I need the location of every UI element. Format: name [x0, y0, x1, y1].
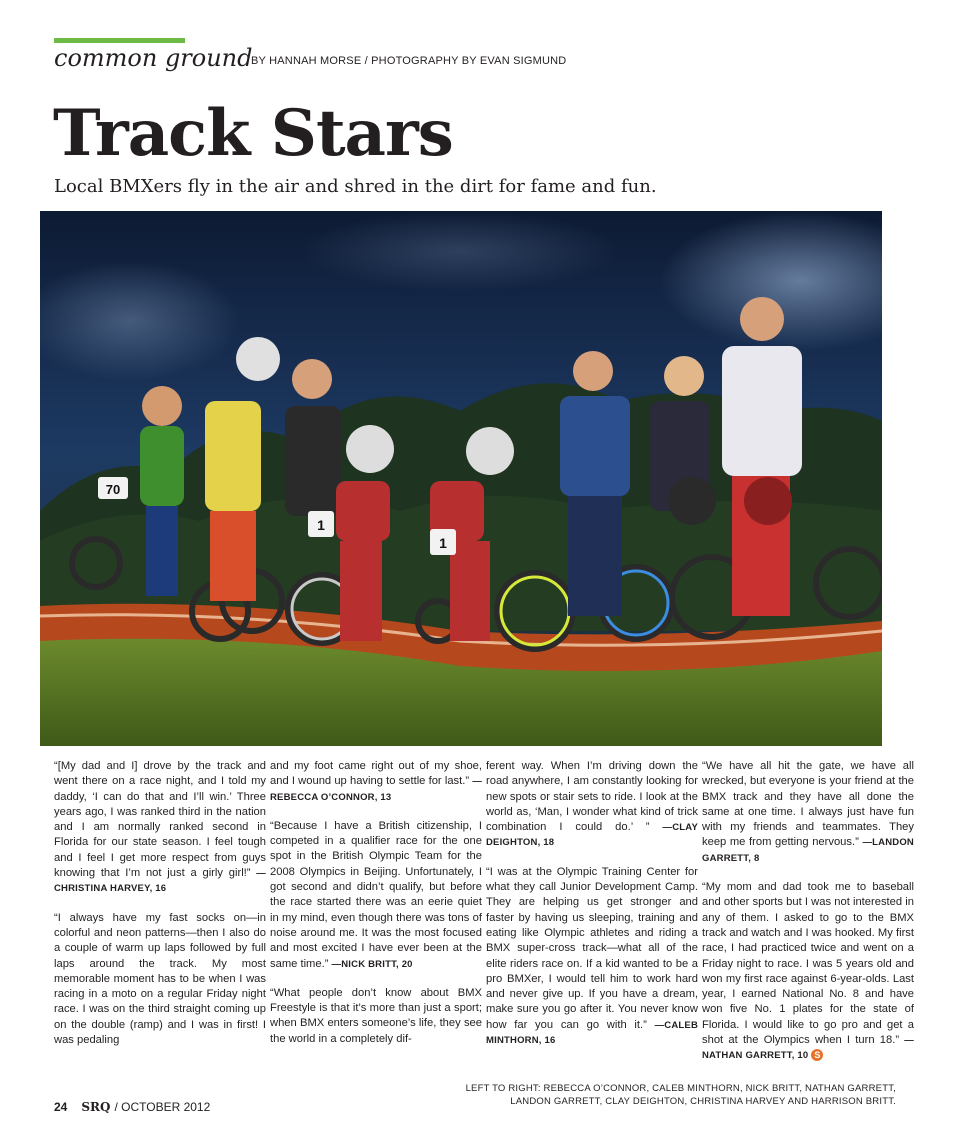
- quote-christina-harvey: “[My dad and I] drove by the track and went there on a race night, and I told my daddy, ‘I can do that and I’ll win.’ Three years ago, I was ranked third in the nation and I am normally ranked second in Florida for our state season. I feel tough and I feel I get more respect from guys knowing that I’m not just a girly girl!” —CHRISTINA HARVEY, 16: [54, 760, 266, 895]
- number-plate-right: 1: [439, 535, 447, 551]
- section-accent-rule: [54, 38, 185, 43]
- group-photo: [40, 211, 882, 746]
- quote-rebecca-oconnor-part2: and my foot came right out of my shoe, and I wound up having to settle for last.” —REBECCA O’CONNOR, 13: [270, 760, 483, 803]
- deck: Local BMXers fly in the air and shred in the dirt for fame and fun.: [54, 176, 657, 197]
- quote-caleb-minthorn: “I was at the Olympic Training Center for what they call Junior Development Camp. They are helping us get stronger and faster by having us sleeping, training and eating like Olympic athletes and riding a BMX super-cross track—what all of the elite riders race on. If a kid wanted to be a pro BMXer, I would tell him to work hard and never give up. If you have a dream, make sure you go after it. You never know how far you can go with it.” —CALEB MINTHORN, 16: [486, 865, 699, 1047]
- quote-landon-garrett: “We have all hit the gate, we have all wrecked, but everyone is your friend at the BMX track and they have all done the same at one time. I always just have fun with my friends and teammates. They keep me from getting nervous.” —LANDON GARRETT, 8: [702, 760, 914, 864]
- caption-line-2: LANDON GARRETT, CLAY DEIGHTON, CHRISTINA HARVEY AND HARRISON BRITT.: [510, 1096, 896, 1107]
- text-column-4: [702, 759, 914, 1078]
- photo-illustration: [40, 211, 882, 746]
- quote-nathan-garrett: “My mom and dad took me to baseball and other sports but I was not interested in any of them. I asked to go to the BMX track and watch and I was hooked. My first race, I had practiced twice and went on a Friday night to race. I was 5 years old and won my first race against 6-year-olds. Last year, I earned National No. 8 and have won five No. 1 plates for the state of Florida. I would like to go pro and get a shot at the Olympics when I turn 18.” —NATHAN GARRETT, 10 S: [702, 881, 914, 1062]
- attribution: —CLAY DEIGHTON, 18: [486, 822, 698, 849]
- section-title: common ground: [54, 44, 253, 72]
- text-column-2: [270, 759, 482, 1061]
- attribution: —CALEB MINTHORN, 16: [486, 1019, 699, 1047]
- page-number: 24: [54, 1100, 68, 1114]
- number-plate-70: 70: [105, 482, 121, 497]
- quote-clay-deighton-part1: “What people don’t know about BMX Freestyle is that it’s more than just a sport; when BMX enters someone’s life, they see the world in a completely dif-: [270, 986, 482, 1045]
- attribution: —LANDON GARRETT, 8: [702, 837, 914, 864]
- text-column-3: [486, 759, 698, 1062]
- attribution: —CHRISTINA HARVEY, 16: [54, 868, 266, 895]
- quote-clay-deighton-part2: ferent way. When I’m driving down the road anywhere, I am constantly looking for new spots or stair sets to ride. I look at the world as, ‘Man, I wonder what kind of trick combination I could do.’ ” —CLAY DEIGHTON, 18: [486, 760, 698, 849]
- issue-date: / OCTOBER 2012: [114, 1100, 211, 1114]
- photo-caption: [466, 1082, 896, 1108]
- end-mark-icon: S: [811, 1049, 823, 1061]
- magazine-name: SRQ: [81, 1100, 111, 1114]
- quote-rebecca-oconnor-part1: “I always have my fast socks on—in colorful and neon patterns—then I also do a couple of warm up laps followed by full laps around the track. My most memorable moment has to be when I was racing in a moto on a regular Friday night race. I was on the third straight coming up on the double (ramp) and I was in first! I was pedaling: [54, 911, 266, 1047]
- number-plate-left: 1: [317, 517, 325, 533]
- headline: Track Stars: [53, 96, 453, 171]
- text-column-1: [54, 759, 266, 1062]
- byline: BY HANNAH MORSE / PHOTOGRAPHY BY EVAN SIGMUND: [251, 55, 567, 67]
- page-footer: [54, 1100, 210, 1114]
- caption-line-1: LEFT TO RIGHT: REBECCA O’CONNOR, CALEB MINTHORN, NICK BRITT, NATHAN GARRETT,: [465, 1083, 896, 1094]
- quote-nick-britt: “Because I have a British citizenship, I competed in a qualifier race for the one spot in the British Olympic Team for the 2008 Olympics in Beijing. Unfortunately, I got second and didn’t qualify, but before the race started there was an eerie quiet in my mind, even though there was tons of noise around me. It was the most focused and most excited I have ever been at the same time.” —NICK BRITT, 20: [270, 819, 482, 970]
- attribution: —NATHAN GARRETT, 10: [702, 1035, 914, 1062]
- attribution: —NICK BRITT, 20: [331, 958, 413, 970]
- attribution: —REBECCA O’CONNOR, 13: [270, 776, 483, 803]
